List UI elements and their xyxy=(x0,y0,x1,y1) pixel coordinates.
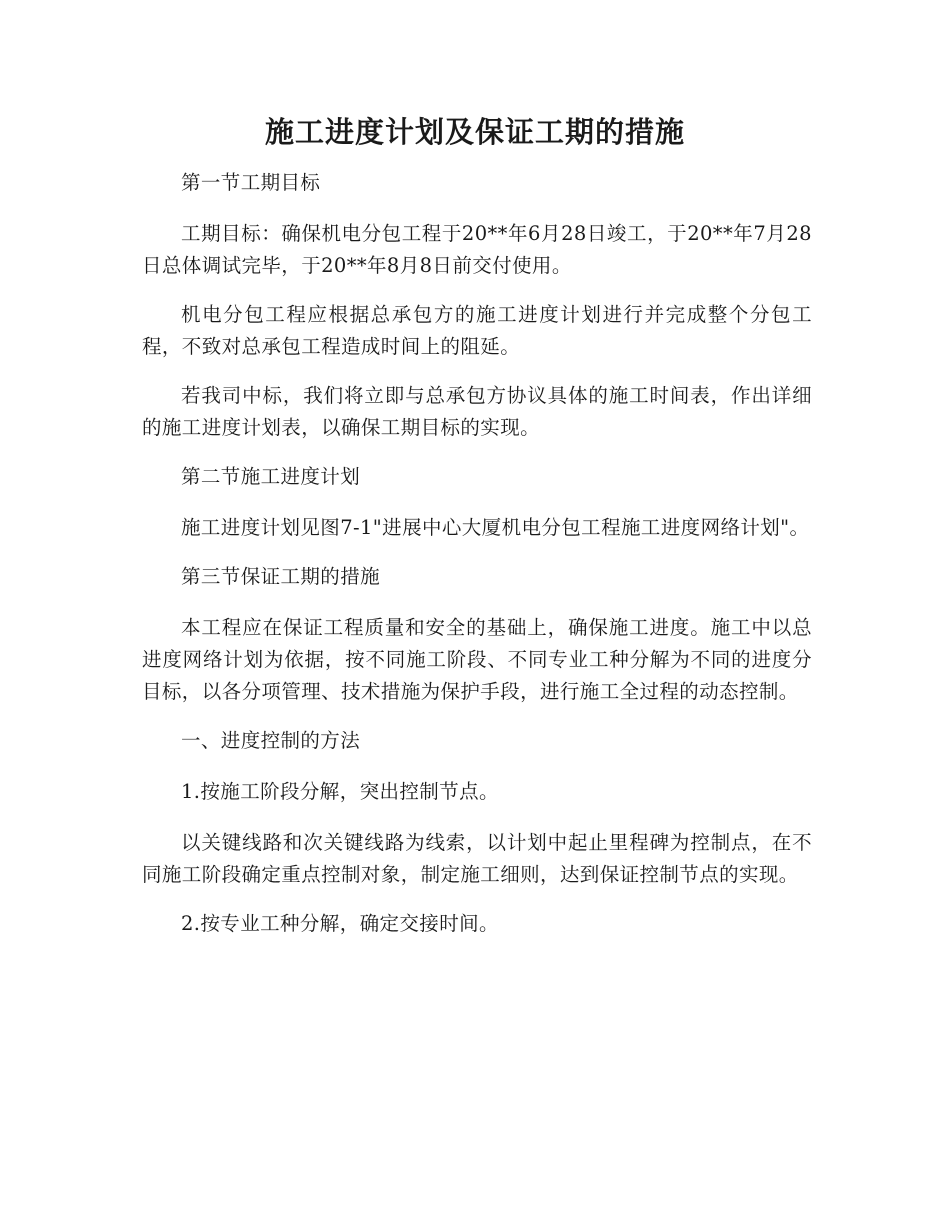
paragraph-schedule-goal: 工期目标：确保机电分包工程于20**年6月28日竣工，于20**年7月28日总体调试完毕，于20**年8月8日前交付使用。 xyxy=(142,222,812,277)
document-body xyxy=(142,167,812,957)
subheading-control-methods: 一、进度控制的方法 xyxy=(181,729,361,752)
list-item-2: 2.按专业工种分解，确定交接时间。 xyxy=(181,912,499,935)
document-title: 施工进度计划及保证工期的措施 xyxy=(264,115,685,149)
paragraph-progress-control: 本工程应在保证工程质量和安全的基础上，确保施工进度。施工中以总进度网络计划为依据，按不同施工阶段、不同专业工种分解为不同的进度分目标，以各分项管理、技术措施为保护手段，进行施工全过程的动态控制。 xyxy=(142,616,812,703)
section-heading-1: 第一节工期目标 xyxy=(181,171,321,194)
paragraph-critical-path: 以关键线路和次关键线路为线索，以计划中起止里程碑为控制点，在不同施工阶段确定重点控制对象，制定施工细则，达到保证控制节点的实现。 xyxy=(142,831,812,886)
section-heading-2: 第二节施工进度计划 xyxy=(181,465,361,488)
paragraph-bid: 若我司中标，我们将立即与总承包方协议具体的施工时间表，作出详细的施工进度计划表，以确保工期目标的实现。 xyxy=(142,384,812,439)
paragraph-schedule-reference: 施工进度计划见图7-1"进展中心大厦机电分包工程施工进度网络计划"。 xyxy=(181,516,810,539)
paragraph-subcontract: 机电分包工程应根据总承包方的施工进度计划进行并完成整个分包工程，不致对总承包工程造成时间上的阻延。 xyxy=(142,303,812,358)
section-heading-3: 第三节保证工期的措施 xyxy=(181,565,381,588)
list-item-1: 1.按施工阶段分解，突出控制节点。 xyxy=(181,780,499,803)
